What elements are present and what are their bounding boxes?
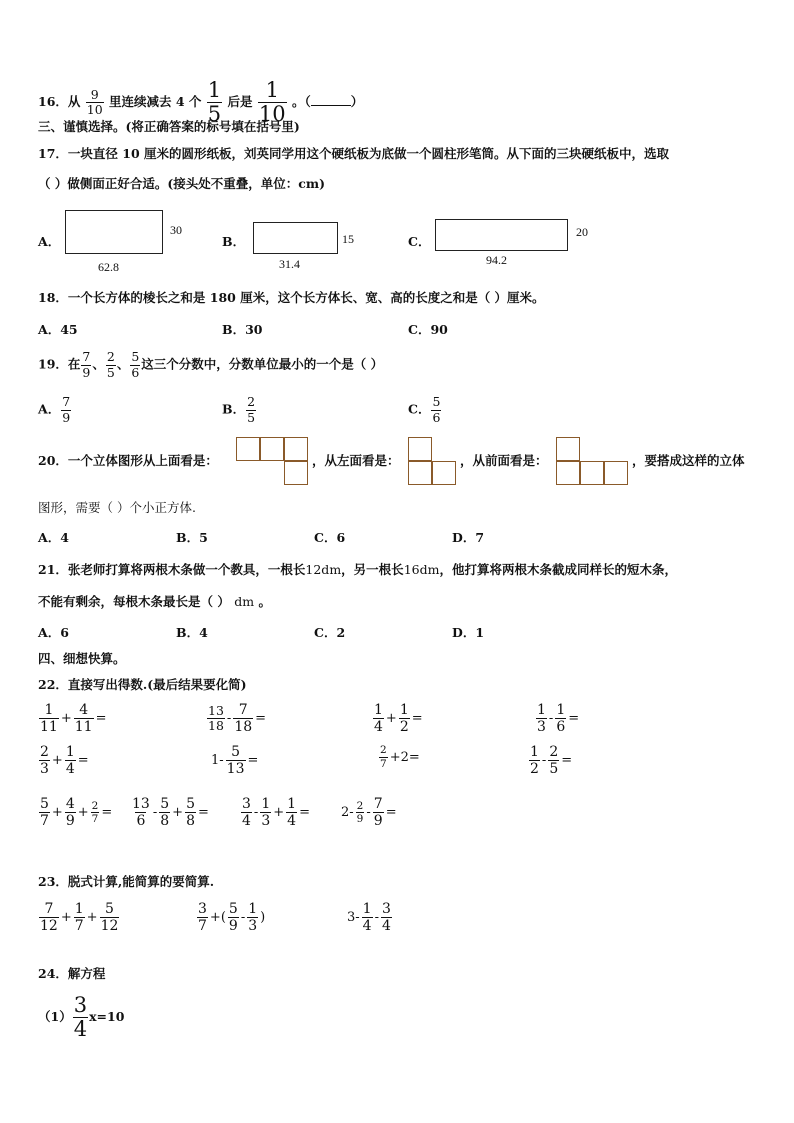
q22-title: 22．直接写出得数.(最后结果要化简) — [38, 677, 247, 692]
q18-option-c[interactable]: C．90 — [408, 322, 448, 337]
q21-text: 不能有剩余，每根木条最长是（ ） — [38, 594, 230, 609]
q21-text: ，另一根长 — [341, 562, 404, 577]
q18-option-b[interactable]: B．30 — [222, 322, 263, 337]
q17-line2: （ ）做侧面正好合适。(接头处不重叠，单位：cm) — [38, 176, 326, 191]
q23-title: 23．脱式计算,能简算的要简算. — [38, 874, 215, 889]
option-a-height: 30 — [170, 223, 182, 237]
q16-text: ） — [350, 94, 364, 109]
q22-expr: 2- $\frac{2}{9}$ - $\frac{7}{9}$ = — [341, 796, 397, 829]
option-b-width: 31.4 — [279, 257, 300, 271]
option-c-rectangle[interactable] — [435, 219, 568, 251]
q20-text-3: ，从前面看是： — [460, 453, 548, 468]
q20-text-2: ，从左面看是： — [312, 453, 400, 468]
q19-text: 19．在 — [38, 356, 81, 372]
option-c-label: C． — [408, 234, 431, 249]
q16-text: 里连续减去 4 个 — [109, 94, 202, 109]
q18-text: 18．一个长方体的棱长之和是 180 厘米，这个长方体长、宽、高的长度之和是（ ）厘米。 — [38, 290, 545, 305]
option-b-label: B． — [222, 234, 246, 249]
fraction: $\frac{2}{5}$ — [247, 394, 256, 425]
q21-line1 — [38, 564, 677, 577]
q22-expr: $\frac{1}{11}$ + $\frac{4}{11}$ = — [40, 702, 107, 735]
q23-expr-1: $\frac{7}{12}$ + $\frac{1}{7}$ + $\frac{5}{12}$ — [40, 901, 119, 934]
fraction: $\frac{1}{5}$ — [207, 78, 222, 126]
q21-option-d[interactable]: D．1 — [452, 625, 485, 640]
q17-line1: 17．一块直径 10 厘米的圆形纸板，刘英同学用这个硬纸板为底做一个圆柱形笔筒。从下面的三块硬纸板中，选取 — [38, 146, 669, 161]
q22-expr: $\frac{1}{2}$ - $\frac{2}{5}$ = — [530, 744, 573, 777]
q23-expr-2: $\frac{3}{7}$ +( $\frac{5}{9}$ - $\frac{1}{3}$ ) — [198, 901, 266, 934]
q21-length-1: 12dm — [305, 562, 342, 577]
q20-option-a[interactable]: A．4 — [38, 530, 69, 545]
q22-expr: $\frac{13}{6}$ - $\frac{5}{8}$ + $\frac{5}{8}$ = — [132, 796, 209, 829]
q19-option-a-label: A． — [38, 401, 61, 417]
q24-text: x=10 — [89, 1009, 125, 1024]
q21-text: 21．张老师打算将两根木条做一个教具，一根长 — [38, 562, 306, 577]
q20-line2: 图形，需要（ ）个小正方体. — [38, 500, 196, 515]
fraction: $\frac{7}{9}$ — [82, 349, 91, 380]
option-a-rectangle[interactable] — [65, 210, 163, 254]
q19-option-a[interactable] — [38, 396, 72, 424]
q22-expr: $\frac{2}{3}$ + $\frac{1}{4}$ = — [40, 744, 89, 777]
fraction: $\frac{5}{6}$ — [432, 394, 441, 425]
q21-line2 — [38, 596, 271, 609]
q22-expr: 1- $\frac{5}{13}$ = — [211, 744, 259, 777]
q20-text-4: ，要搭成这样的立体 — [632, 453, 745, 468]
q19-text: 、 — [92, 356, 105, 372]
q18-option-a[interactable]: A．45 — [38, 322, 78, 337]
q21-text: ，他打算将两根木条截成同样长的短木条， — [439, 562, 677, 577]
option-b-height: 15 — [342, 232, 354, 246]
q21-length-2: 16dm — [403, 562, 440, 577]
q22-expr: $\frac{2}{7}$ +2= — [380, 744, 420, 770]
q22-expr: $\frac{1}{4}$ + $\frac{1}{2}$ = — [374, 702, 423, 735]
fraction: $\frac{1}{10}$ — [258, 78, 286, 126]
q20-option-b[interactable]: B．5 — [176, 530, 208, 545]
q16-text: 后是 — [227, 94, 253, 109]
section-3-heading: 三、谨慎选择。(将正确答案的标号填在括号里) — [38, 119, 300, 134]
q19-text: 这三个分数中，分数单位最小的一个是（ ） — [141, 356, 384, 372]
q22-expr: $\frac{5}{7}$ + $\frac{4}{9}$ + $\frac{2}{7}$ = — [40, 796, 113, 829]
q24-item-number: （1） — [38, 1009, 72, 1024]
q21-option-a[interactable]: A．6 — [38, 625, 69, 640]
fraction: $\frac{5}{6}$ — [131, 349, 140, 380]
q16-num: 16．从 — [38, 94, 81, 109]
q19-option-c[interactable] — [408, 396, 442, 424]
section-4-heading: 四、细想快算。 — [38, 651, 126, 666]
q21-option-b[interactable]: B．4 — [176, 625, 208, 640]
option-a-label: A． — [38, 234, 61, 249]
q23-expr-3: 3- $\frac{1}{4}$ - $\frac{3}{4}$ — [347, 901, 391, 934]
q21-text: 。 — [258, 594, 271, 609]
q20-option-d[interactable]: D．7 — [452, 530, 485, 545]
answer-blank[interactable] — [311, 95, 351, 106]
q22-expr: $\frac{1}{3}$ - $\frac{1}{6}$ = — [537, 702, 580, 735]
q20-text-1: 20．一个立体图形从上面看是： — [38, 453, 218, 468]
option-c-width: 94.2 — [486, 253, 507, 267]
fraction: $\frac{7}{9}$ — [62, 394, 71, 425]
q22-expr: $\frac{13}{18}$ - $\frac{7}{18}$ = — [208, 702, 267, 735]
q19-option-b[interactable] — [222, 396, 257, 424]
q16-text: 。（ — [292, 94, 311, 109]
question-19 — [38, 351, 383, 379]
q20-option-c[interactable]: C．6 — [314, 530, 346, 545]
q19-option-b-label: B． — [222, 401, 246, 417]
fraction: $\frac{9}{10}$ — [86, 86, 103, 117]
q24-equation — [38, 995, 124, 1040]
q21-option-c[interactable]: C．2 — [314, 625, 346, 640]
q22-expr: $\frac{3}{4}$ - $\frac{1}{3}$ + $\frac{1}{4}$ = — [242, 796, 310, 829]
option-a-width: 62.8 — [98, 260, 119, 274]
q24-title: 24．解方程 — [38, 966, 106, 981]
option-c-height: 20 — [576, 225, 588, 239]
q19-option-c-label: C． — [408, 401, 431, 417]
fraction: $\frac{2}{5}$ — [106, 349, 115, 380]
fraction: $\frac{3}{4}$ — [73, 993, 88, 1041]
option-b-rectangle[interactable] — [253, 222, 338, 254]
q19-text: 、 — [116, 356, 130, 372]
q21-unit: dm — [234, 594, 255, 609]
